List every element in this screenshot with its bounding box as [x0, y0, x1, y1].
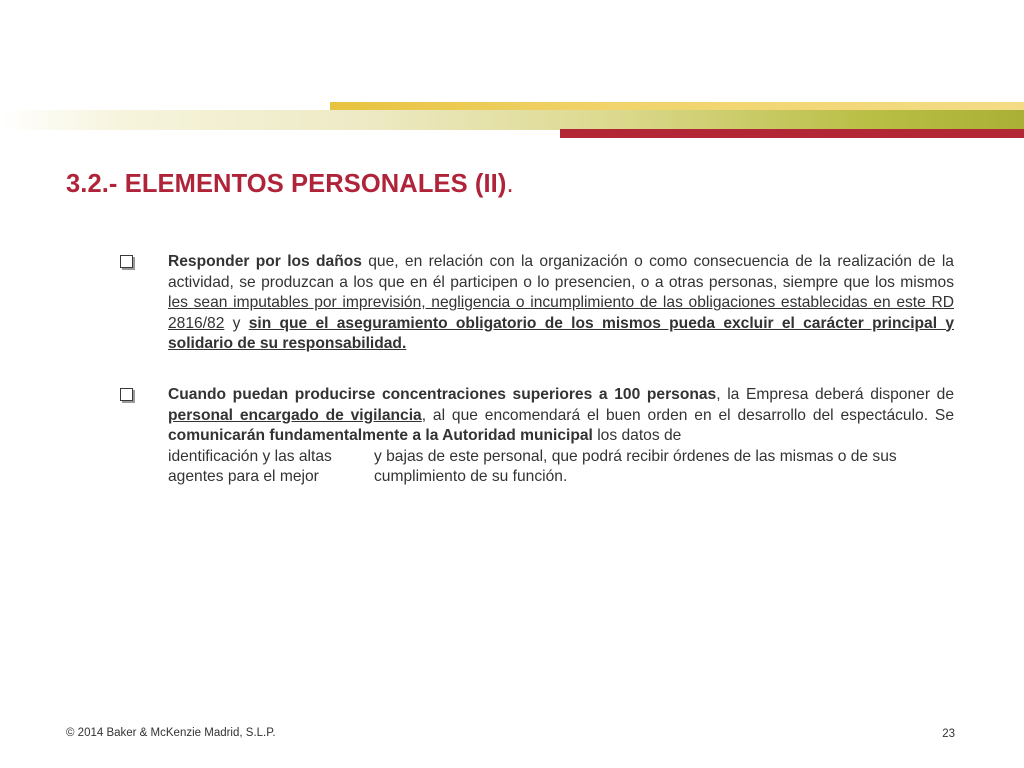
bullet-item-1 — [120, 252, 954, 355]
slide-title-text: 3.2.- ELEMENTOS PERSONALES (II) — [66, 170, 507, 198]
checkbox-bullet-icon — [120, 388, 133, 401]
bullet-item-2 — [120, 385, 954, 488]
header-gold-band — [330, 102, 1024, 110]
bullet-2-emphasis: comunicarán fundamentalmente a la Autoridad municipal — [168, 427, 593, 444]
bullet-2-row-2 — [168, 467, 954, 488]
bullet-2-body-3: los datos de — [592, 427, 682, 444]
bullet-2-row-1-left: identificación y las altas — [168, 447, 332, 465]
bullet-1-underlined: les sean imputables por imprevisión, negligencia o incumplimiento de las obligaciones establecidas en este RD 2816/82 — [168, 294, 954, 332]
bullet-1-text — [168, 252, 954, 355]
footer-copyright: © 2014 Baker & McKenzie Madrid, S.L.P. — [66, 727, 276, 739]
bullet-2-body: , la Empresa deberá disponer de — [716, 386, 954, 403]
slide-title-period: . — [506, 170, 514, 198]
bullet-2-row-1 — [168, 447, 954, 468]
bullet-2-row-2-left: agentes para el mejor — [168, 468, 319, 485]
bullet-2-underlined: personal encargado de vigilancia — [168, 406, 422, 424]
bullet-2-row-1-right: y bajas de este personal, que podrá recibir órdenes de las mismas o de sus — [374, 447, 897, 465]
bullet-2-row-2-right: cumplimiento de su función. — [374, 468, 568, 485]
bullet-2-text — [168, 385, 954, 447]
page-number: 23 — [942, 728, 955, 740]
slide-title — [66, 170, 514, 199]
bullet-2-body-2: , al que encomendará el buen orden en el desarrollo del espectáculo. Se — [421, 406, 954, 424]
bullet-2-lead: Cuando puedan producirse concentraciones superiores a 100 personas — [168, 386, 717, 403]
header-gradient-band — [0, 110, 1024, 130]
bullet-1-lead: Responder por los daños — [168, 253, 362, 270]
bullet-1-body: que, en relación con la organización o como consecuencia de la realización de la actividad, se produzcan a los que en él participen o lo presencien, o a otras personas, siempre que los mismos — [168, 253, 954, 291]
bullet-2-columns — [168, 447, 954, 488]
bullet-1-emphasis: sin que el aseguramiento obligatorio de los mismos pueda excluir el carácter principal y solidario de su responsabilidad. — [168, 314, 954, 352]
bullet-1-conjunction: y — [224, 314, 249, 332]
checkbox-bullet-icon — [120, 255, 133, 268]
header-red-band — [560, 129, 1024, 138]
